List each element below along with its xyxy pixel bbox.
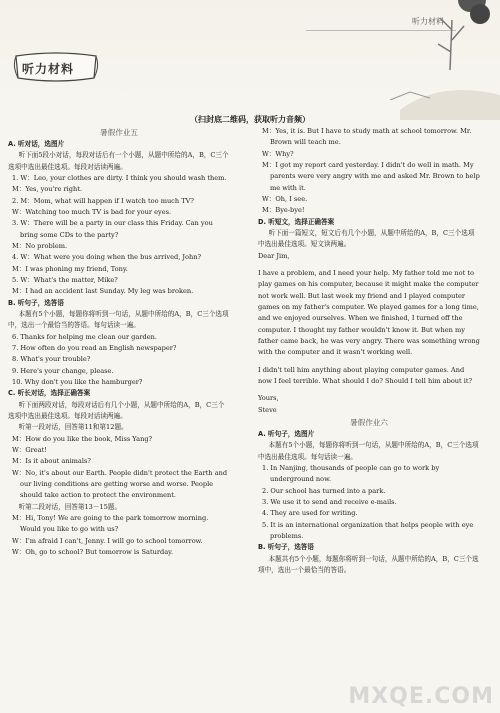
section-heading: B. 听句子，选答语 — [258, 543, 314, 552]
section-heading: C. 听长对话，选择正确答案 — [8, 389, 91, 398]
dialogue-line: 5. W：What's the matter, Mike? — [12, 275, 118, 284]
instruction-text: 听第二段对话，回答第13－15题。 — [18, 502, 122, 511]
instruction-text: 本题有5个小题，每题你将听到一句话，从题中所给的A，B，C三个选项中选出最佳选项。每句话读一遍。 — [258, 441, 479, 461]
instruction-text: 听下面5段小对话，每段对话后有一个小题，从题中所给的A，B，C三个选项中选出最佳选项。每段对话读两遍。 — [8, 151, 229, 171]
audio-notice: （扫封底二维码，获取听力音频） — [190, 115, 310, 124]
watermark-text: MXQE.COM — [348, 684, 494, 709]
letter-text: Steve — [258, 405, 277, 414]
dialogue-line: W：Oh, go to school? But tomorrow is Saturday. — [12, 547, 174, 556]
dialogue-line: M：Hi, Tony! We are going to the park tomorrow morning. Would you like to go with us? — [12, 513, 209, 534]
dialogue-line: M：I had an accident last Sunday. My leg was broken. — [12, 287, 194, 296]
right-column — [258, 126, 480, 576]
dialogue-line: 4. W：What were you doing when the bus arrived, John? — [12, 253, 202, 262]
dialogue-line: M：Bye-bye! — [262, 206, 305, 215]
dialogue-line: M：Is it about animals? — [12, 457, 91, 466]
dialogue-line: W：Watching too much TV is bad for your eyes. — [12, 208, 172, 217]
landscape-illustration-icon — [380, 0, 500, 120]
dialogue-line: 9. Here's your change, please. — [12, 366, 114, 375]
dialogue-line: W：Great! — [12, 445, 47, 454]
instruction-text: 听下面两段对话，每段对话后有几个小题，从题中所给的A，B，C三个选项中选出最佳选项。每段对话读两遍。 — [8, 400, 225, 420]
dialogue-line: M：How do you like the book, Miss Yang? — [12, 434, 153, 443]
left-column — [8, 126, 230, 558]
dialogue-line: M：I was phoning my friend, Tony. — [12, 264, 128, 273]
instruction-text: 本题共有5个小题，每题你将听到一句话，从题中所给的A，B，C三个选项中，选出一个最恰当的答语。 — [258, 554, 479, 574]
dialogue-line: 5. It is an international organization that helps people with eye problems. — [262, 520, 474, 540]
dialogue-line: 4. They are used for writing. — [262, 509, 358, 518]
dialogue-line: W：I'm afraid I can't, Jenny. I will go to school tomorrow. — [12, 536, 203, 545]
section-heading: A. 听句子，选图片 — [258, 429, 315, 438]
letter-text: Yours, — [258, 394, 279, 403]
dialogue-line: W：Oh, I see. — [262, 194, 308, 203]
letter-text: Dear Jim, — [258, 251, 290, 260]
dialogue-line: M：Yes, you're right. — [12, 185, 82, 194]
dialogue-line: M：No problem. — [12, 242, 68, 250]
dialogue-line: 6. Thanks for helping me clean our garden. — [12, 332, 157, 341]
dialogue-line: 1. W：Leo, your clothes are dirty. I think you should wash them. — [12, 174, 227, 183]
instruction-text: 听下面一篇短文，短文后有几个小题，从题中所给的A，B，C三个选项中选出最佳选项。短文读两遍。 — [258, 228, 475, 249]
section-heading: B. 听句子，选答语 — [8, 298, 64, 307]
dialogue-line: 7. How often do you read an English newspaper? — [12, 343, 177, 352]
letter-text: I have a problem, and I need your help. My father told me not to play games on his computer, because it might make the computer not work well. But last week my friend and I played computer games on my father's computer. We played games for a long time, and we enjoyed ourselves. When we finished, I turned off the computer. I thought my father wouldn't know it. But when my father came back, he was very angry. There was something wrong with the computer and it wasn't working well. — [258, 268, 480, 357]
instruction-text: 听第一段对话，回答第11和第12题。 — [18, 423, 128, 432]
section-heading: D. 听短文，选择正确答案 — [258, 217, 335, 226]
dialogue-line: 8. What's your trouble? — [12, 355, 91, 364]
instruction-text: 本题有5个小题，每题你将听到一句话，从题中所给的A，B，C三个选项中，选出一个最恰当的答语。每句话读一遍。 — [8, 309, 229, 330]
section-title: 听力材料 — [22, 62, 75, 76]
dialogue-line: M：I got my report card yesterday. I didn't do well in math. My parents were very angry with me and asked Mr. Brown to help me with it. — [262, 160, 480, 192]
dialogue-line: 2. M：Mom, what will happen if I watch too much TV? — [12, 196, 194, 205]
dialogue-line: 3. We use it to send and receive e-mails. — [262, 497, 397, 506]
dialogue-line: W：No, it's about our Earth. People didn't protect the Earth and our living conditions are getting worse and worse. People should take action to protect the environment. — [12, 468, 228, 500]
dialogue-line: 10. Why don't you like the hamburger? — [12, 377, 143, 386]
dialogue-line: M：Yes, it is. But I have to study math at school tomorrow. Mr. Brown will teach me. — [262, 127, 472, 147]
dialogue-line: W：Why? — [262, 149, 294, 158]
dialogue-line: 3. W：There will be a party in our class this Friday. Can you bring some CDs to the party? — [12, 219, 213, 239]
section-heading: A. 听对话，选图片 — [8, 140, 65, 149]
dialogue-line: 1. In Nanjing, thousands of people can go to work by underground now. — [262, 463, 440, 484]
exercise-heading: 暑假作业五 — [100, 128, 138, 137]
exercise-heading: 暑假作业六 — [350, 417, 388, 427]
corner-section-label: 听力材料 — [412, 17, 444, 26]
dialogue-line: 2. Our school has turned into a park. — [262, 486, 386, 495]
letter-text: I didn't tell him anything about playing computer games. And now I feel terrible. What should I do? Should I tell him about it? — [258, 365, 473, 385]
